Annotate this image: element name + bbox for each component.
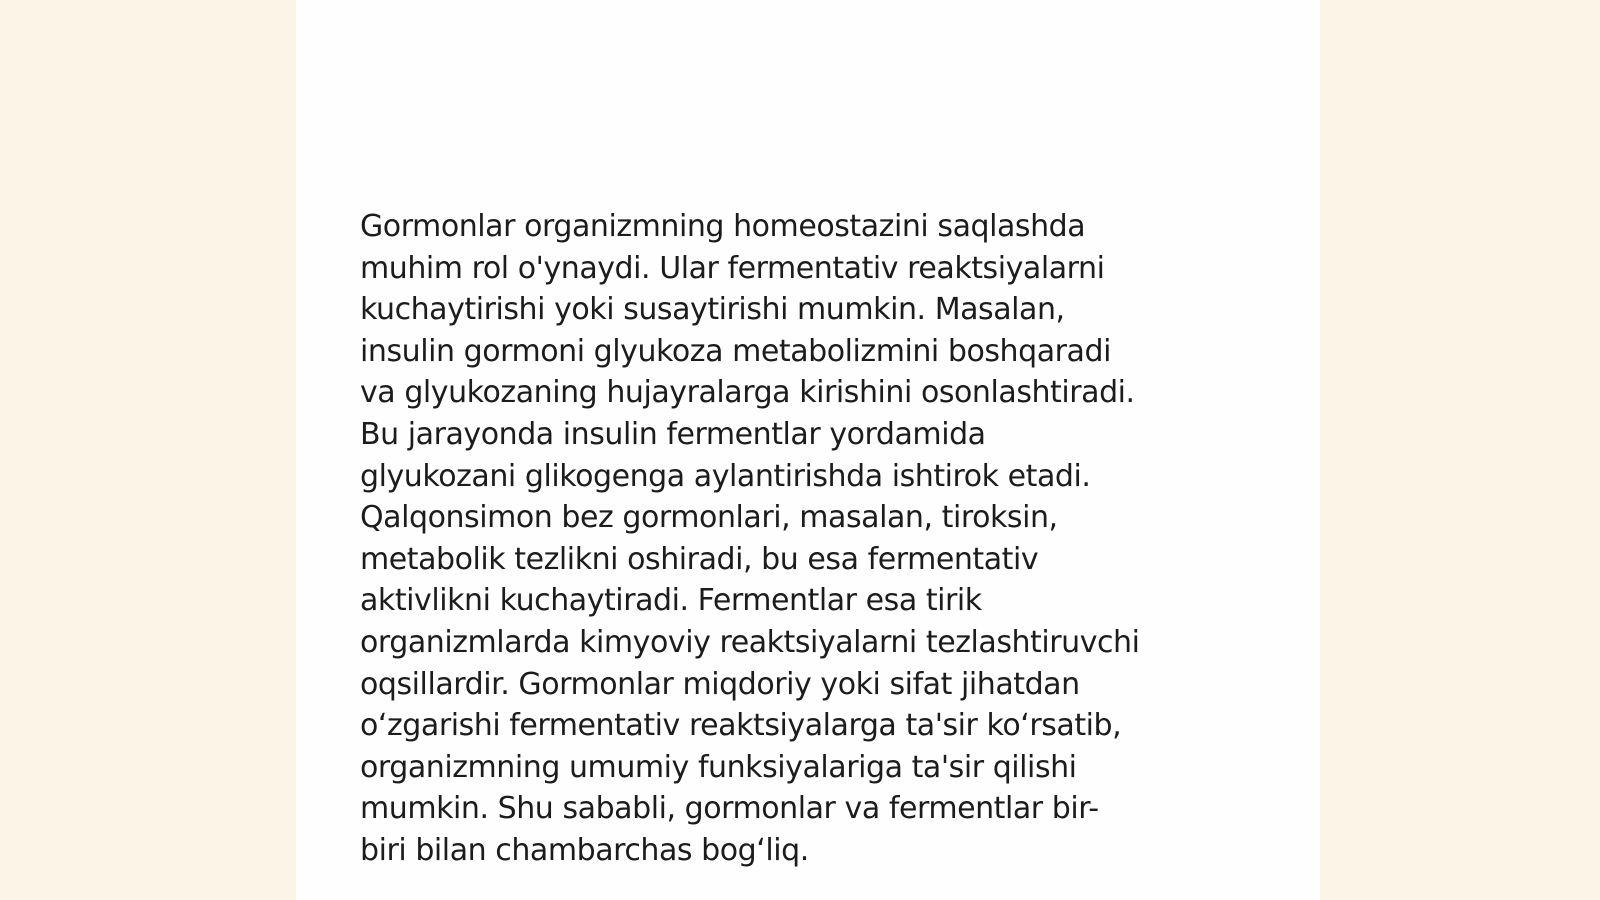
document-page xyxy=(296,0,1320,900)
body-paragraph: Gormonlar organizmning homeostazini saqlashda muhim rol o'ynaydi. Ular fermentativ reaktsiyalarni kuchaytirishi yoki susaytirishi mumkin. Masalan, insulin gormoni glyukoza metabolizmini boshqaradi va glyukozaning hujayralarga kirishini osonlashtiradi. Bu jarayonda insulin fermentlar yordamida glyukozani glikogenga aylantirishda ishtirok etadi. Qalqonsimon bez gormonlari, masalan, tiroksin, metabolik tezlikni oshiradi, bu esa fermentativ aktivlikni kuchaytiradi. Fermentlar esa tirik organizmlarda kimyoviy reaktsiyalarni tezlashtiruvchi oqsillardir. Gormonlar miqdoriy yoki sifat jihatdan o‘zgarishi fermentativ reaktsiyalarga ta'sir ko‘rsatib, organizmning umumiy funksiyalariga ta'sir qilishi mumkin. Shu sababli, gormonlar va fermentlar bir- biri bilan chambarchas bog‘liq. xyxy=(360,209,1140,868)
